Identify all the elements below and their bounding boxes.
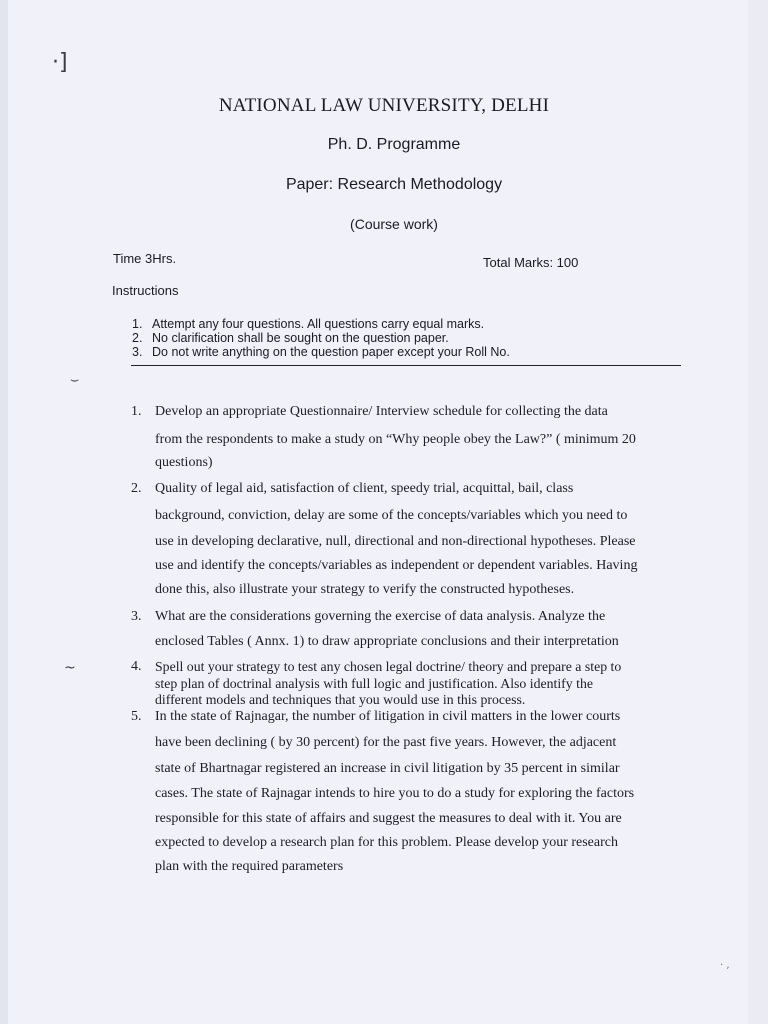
question-line: enclosed Tables ( Annx. 1) to draw appropriate conclusions and their interpretation (155, 634, 619, 649)
question-line: use and identify the concepts/variables as independent or dependent variables. Having (155, 558, 638, 573)
question-number: 4. (131, 659, 142, 674)
course-subtitle: (Course work) (350, 216, 438, 232)
question-line: different models and techniques that you would use in this process. (155, 692, 526, 707)
question-line: expected to develop a research plan for this problem. Please develop your research (155, 835, 618, 850)
instruction-item (132, 345, 510, 359)
question-line: responsible for this state of affairs and suggest the measures to deal with it. You are (155, 811, 622, 826)
instruction-item (132, 317, 510, 331)
scan-mark-arc: ⌣ (70, 372, 80, 388)
question-line: from the respondents to make a study on “Why people obey the Law?” ( minimum 20 (155, 432, 636, 447)
exam-duration: Time 3Hrs. (113, 251, 177, 266)
question-line: Develop an appropriate Questionnaire/ Interview schedule for collecting the data (155, 404, 608, 419)
question-line: done this, also illustrate your strategy to verify the constructed hypotheses. (155, 582, 575, 597)
question-line: questions) (155, 455, 213, 470)
question-line: step plan of doctrinal analysis with full logic and justification. Also identify the (155, 676, 593, 691)
programme-title: Ph. D. Programme (327, 136, 461, 153)
university-title: NATIONAL LAW UNIVERSITY, DELHI (218, 95, 550, 116)
question-line: background, conviction, delay are some of the concepts/variables which you need to (155, 508, 628, 523)
instruction-number: 2. (132, 331, 143, 345)
question-line: What are the considerations governing the exercise of data analysis. Analyze the (155, 609, 606, 624)
question-line: have been declining ( by 30 percent) for the past five years. However, the adjacent (155, 735, 617, 750)
question-line: cases. The state of Rajnagar intends to hire you to do a study for exploring the factors (155, 786, 635, 801)
instruction-text: Do not write anything on the question paper except your Roll No. (152, 345, 510, 359)
instruction-text: Attempt any four questions. All questions carry equal marks. (152, 317, 485, 331)
question-line: In the state of Rajnagar, the number of litigation in civil matters in the lower courts (155, 709, 621, 724)
question-line: plan with the required parameters (155, 859, 344, 874)
instruction-number: 1. (132, 317, 143, 331)
page-edge-left (0, 0, 8, 1024)
scan-mark-dash: ~ (64, 660, 76, 676)
question-line: use in developing declarative, null, directional and non-directional hypotheses. Please (155, 534, 636, 549)
instruction-text: No clarification shall be sought on the question paper. (152, 331, 449, 345)
question-line: Spell out your strategy to test any chosen legal doctrine/ theory and prepare a step to (155, 659, 622, 674)
question-line: Quality of legal aid, satisfaction of client, speedy trial, acquittal, bail, class (155, 481, 574, 496)
question-number: 5. (131, 709, 142, 724)
question-number: 1. (131, 404, 142, 419)
instructions-heading: Instructions (112, 283, 179, 298)
instructions-list (132, 317, 510, 359)
paper-title: Paper: Research Methodology (285, 176, 503, 193)
instructions-divider (131, 365, 681, 366)
question-number: 2. (131, 481, 142, 496)
instruction-item (132, 331, 510, 345)
scan-mark-dot: · , (720, 960, 730, 971)
question-number: 3. (131, 609, 142, 624)
question-line: state of Bhartnagar registered an increase in civil litigation by 35 percent in similar (155, 761, 620, 776)
total-marks: Total Marks: 100 (483, 255, 579, 270)
instruction-number: 3. (132, 345, 143, 359)
scan-mark-bracket: ·] (52, 50, 68, 75)
